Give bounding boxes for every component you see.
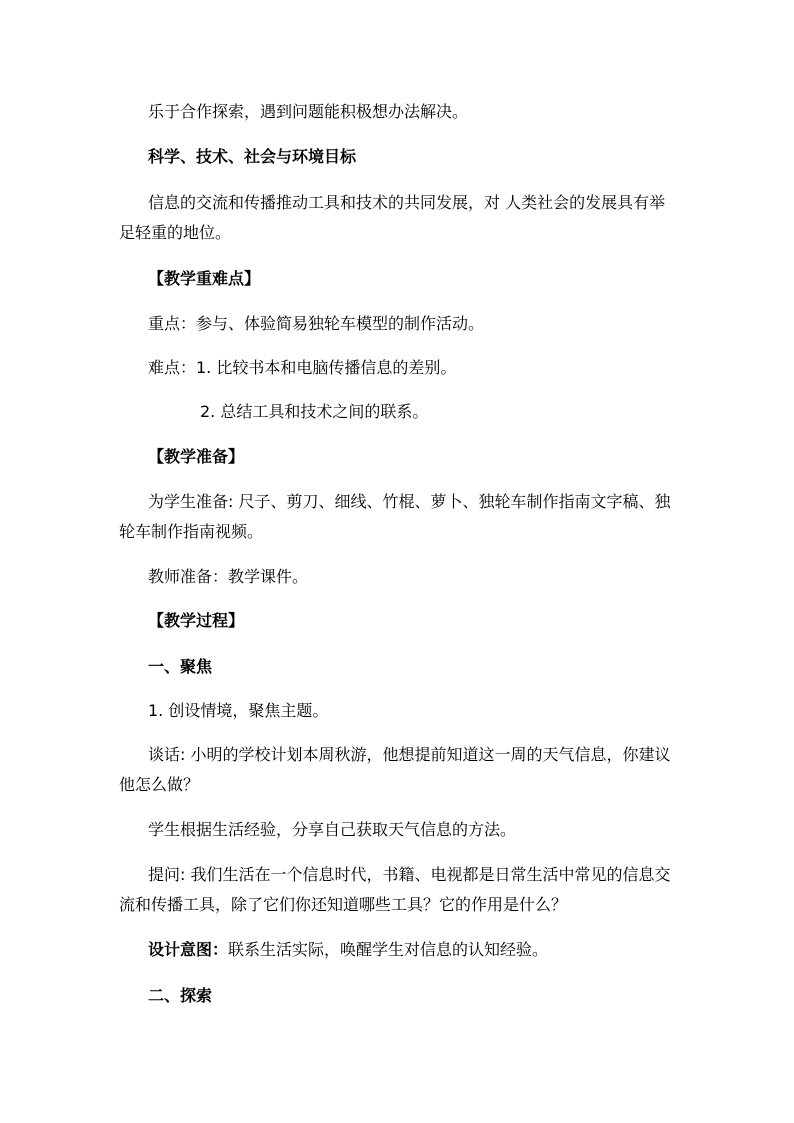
paragraph-question-cont: 流和传播工具，除了它们你还知道哪些工具？它的作用是什么？ bbox=[119, 895, 568, 914]
paragraph-info-exchange: 信息的交流和传播推动工具和技术的共同发展，对 人类社会的发展具有举 bbox=[148, 193, 666, 212]
heading-preparation: 【教学准备】 bbox=[148, 447, 245, 466]
paragraph-teacher-prep: 教师准备：教学课件。 bbox=[148, 567, 309, 586]
heading-explore: 二、探索 bbox=[148, 986, 213, 1005]
design-intent-text: 联系生活实际，唤醒学生对信息的认知经验。 bbox=[228, 940, 549, 959]
paragraph-create-scenario: 1. 创设情境，聚焦主题。 bbox=[148, 701, 329, 720]
heading-sts-goals: 科学、技术、社会与环境目标 bbox=[148, 147, 357, 166]
paragraph-difficulty-1: 难点：1. 比较书本和电脑传播信息的差别。 bbox=[148, 358, 457, 377]
design-intent-label: 设计意图： bbox=[148, 940, 229, 959]
paragraph-dialogue: 谈话: 小明的学校计划本周秋游，他想提前知道这一周的天气信息，你建议 bbox=[148, 745, 671, 764]
paragraph-dialogue-cont: 他怎么做？ bbox=[119, 775, 200, 794]
heading-key-difficulties: 【教学重难点】 bbox=[148, 269, 261, 288]
heading-teaching-process: 【教学过程】 bbox=[148, 611, 245, 630]
paragraph-difficulty-2: 2. 总结工具和技术之间的联系。 bbox=[200, 402, 429, 421]
paragraph-info-exchange-cont: 足轻重的地位。 bbox=[119, 223, 232, 242]
heading-focus: 一、聚焦 bbox=[148, 657, 213, 676]
paragraph-question: 提问: 我们生活在一个信息时代，书籍、电视都是日常生活中常见的信息交 bbox=[148, 865, 671, 884]
paragraph-key-point: 重点：参与、体验简易独轮车模型的制作活动。 bbox=[148, 314, 485, 333]
paragraph-student-share: 学生根据生活经验，分享自己获取天气信息的方法。 bbox=[148, 820, 517, 839]
paragraph-student-prep: 为学生准备: 尺子、剪刀、细线、竹棍、萝卜、独轮车制作指南文字稿、独 bbox=[148, 492, 671, 511]
paragraph-student-prep-cont: 轮车制作指南视频。 bbox=[119, 522, 264, 541]
paragraph-cooperation: 乐于合作探索，遇到问题能积极想办法解决。 bbox=[148, 102, 469, 121]
paragraph-design-intent bbox=[148, 939, 548, 961]
